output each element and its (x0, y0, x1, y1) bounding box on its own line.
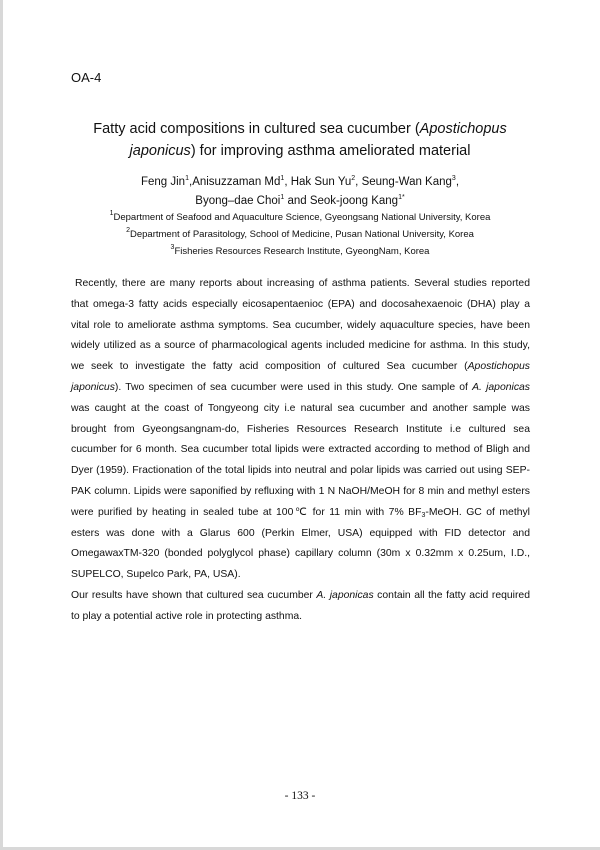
author-list (60, 173, 540, 211)
species-name: A. japonicas (472, 381, 531, 393)
page-edge-left (0, 0, 3, 850)
author-name: Anisuzzaman Md (192, 176, 281, 188)
affiliation (60, 209, 540, 226)
affiliation-text: Department of Parasitology, School of Medicine, Pusan National University, Korea (129, 229, 474, 240)
abstract-text: was caught at the coast of Tongyeong city i.e natural sea cucumber and another sample was brought from Gyeongsangnam-do, Fisheries Resources Research Institute i.e cultured sea cucumber for 6 month. Sea cucumber total lipids were extracted according to method of Bligh and Dyer (1959). Fractionation of the total lipids into neutral and polar lipids was carried out using SEP-PAK column. Lipids were saponified by refluxing with 1 N NaOH/MeOH for 8 min and methyl esters were purified by heating in sealed tube at 100℃ for 11 min with 7% BF (71, 402, 530, 518)
author-name: Seok-joong Kang (309, 195, 399, 207)
affiliation-mark: 1 (109, 210, 114, 217)
affiliation-mark: 3 (170, 244, 175, 251)
paper-title (60, 118, 540, 162)
title-part2: ) for improving asthma ameliorated material (190, 143, 471, 159)
author-separator: , (284, 176, 288, 188)
abstract-body (71, 274, 530, 628)
affiliation (60, 243, 540, 260)
author-affil-mark: 2 (351, 175, 356, 182)
author-and: and (287, 195, 307, 207)
abstract-text: ). Two specimen of sea cucumber were used in this study. One sample of (114, 381, 473, 393)
title-species: Apostichopus japonicus (129, 121, 507, 159)
affiliation-text: Department of Seafood and Aquaculture Science, Gyeongsang National University, Korea (113, 212, 491, 223)
author-affil-mark: 3 (451, 175, 456, 182)
abstract-text: Recently, there are many reports about increasing of asthma patients. Several studies reported that omega-3 fatty acids especially eicosapentaenioc (EPA) and docosahexaenoic (DHA) play a vital role to ameliorate asthma symptoms. Sea cucumber, widely aquaculture species, have been widely utilized as a source of pharmacological agents included medicine for asthma. In this study, we seek to investigate the fatty acid composition of cultured Sea cucumber ( (71, 278, 530, 373)
author-name: Seung-Wan Kang (361, 176, 452, 188)
affiliation-list (60, 209, 540, 260)
author-affil-mark: 1* (398, 194, 405, 201)
affiliation (60, 226, 540, 243)
species-name: Apostichopus japonicus (71, 361, 530, 393)
page-number: - 133 - (284, 790, 316, 802)
conclusion-paragraph (71, 586, 530, 628)
author-affil-mark: 1 (185, 175, 189, 182)
author-affil-mark: 1 (280, 175, 285, 182)
title-part1: Fatty acid compositions in cultured sea cucumber ( (93, 121, 420, 137)
abstract-text: contain all the fatty acid required to play a potential active role in protecting asthma. (71, 589, 530, 622)
abstract-paragraph (71, 274, 530, 586)
author-separator: , (188, 176, 193, 188)
author-affil-mark: 1 (280, 194, 285, 201)
affiliation-mark: 2 (126, 227, 130, 234)
subscript: 3 (421, 511, 426, 519)
author-name: Hak Sun Yu (290, 176, 352, 188)
abstract-text: Our results have shown that cultured sea cucumber (71, 589, 317, 601)
author-name: Feng Jin (140, 176, 186, 188)
author-name: Byong–dae Choi (195, 195, 281, 207)
abstract-code: OA-4 (71, 70, 102, 85)
affiliation-text: Fisheries Resources Research Institute, GyeongNam, Korea (174, 246, 430, 257)
species-name: A. japonicas (316, 589, 374, 601)
author-separator: , (455, 176, 460, 188)
abstract-text: -MeOH. GC of methyl esters was done with a Glarus 600 (Perkin Elmer, USA) equipped with FID detector and OmegawaxTM-320 (bonded polyglycol phase) capillary column (30m x 0.32mm x 0.25um, I.D., SUPELCO, Supelco Park, PA, USA). (71, 506, 530, 581)
author-separator: , (355, 176, 359, 188)
